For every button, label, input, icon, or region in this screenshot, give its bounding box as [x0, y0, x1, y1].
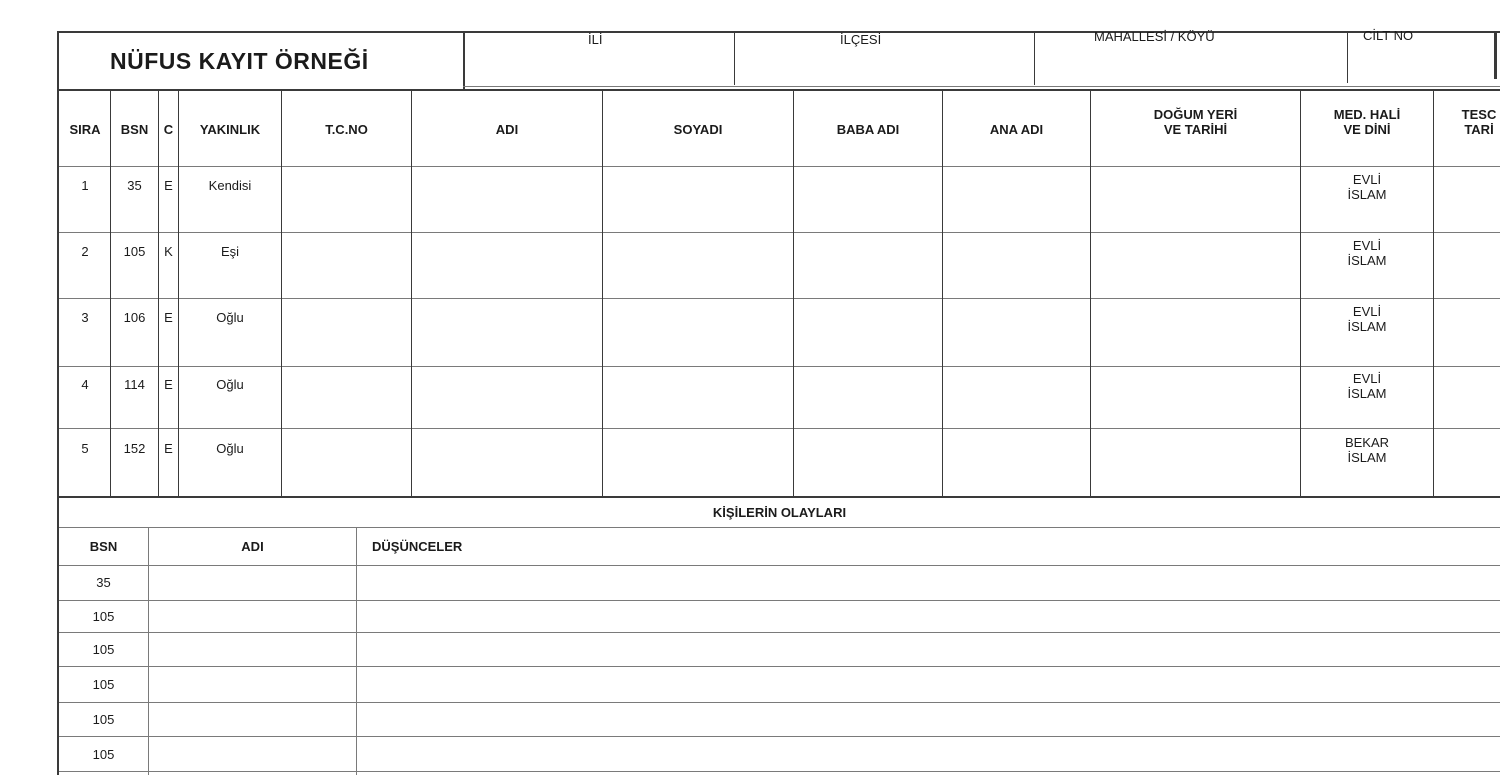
- row-5-bsn: 152: [123, 441, 146, 456]
- col-header-soyadi: SOYADI: [673, 122, 723, 137]
- row-5-yakinlik: Oğlu: [216, 441, 244, 456]
- field-label-cilt-no: CİLT NO: [1363, 28, 1414, 43]
- row-4-med-hali: EVLİ İSLAM: [1347, 371, 1387, 401]
- col-header-tescil-tarihi: TESC TARİ: [1461, 107, 1497, 137]
- row-5-cinsiyet: E: [164, 441, 173, 456]
- row-4-bsn: 114: [124, 377, 145, 392]
- field-label-il: İLİ: [588, 32, 603, 47]
- row-3-sira: 3: [81, 310, 89, 325]
- section-title-kisilerin-olaylari: KİŞİLERİN OLAYLARI: [712, 505, 847, 520]
- row-5-med-hali: BEKAR İSLAM: [1344, 435, 1390, 465]
- events-col-header-dusunceler: DÜŞÜNCELER: [372, 539, 463, 554]
- row-3-bsn: 106: [123, 310, 146, 325]
- col-header-baba-adi: BABA ADI: [836, 122, 900, 137]
- events-row-3-bsn: 105: [92, 642, 115, 657]
- events-row-4-bsn: 105: [92, 677, 115, 692]
- row-2-yakinlik: Eşi: [220, 244, 240, 259]
- row-1-cinsiyet: E: [164, 178, 173, 193]
- col-header-dogum-yeri: DOĞUM YERİ VE TARİHİ: [1153, 107, 1238, 137]
- page-title: NÜFUS KAYIT ÖRNEĞİ: [110, 48, 369, 74]
- row-2-cinsiyet: K: [164, 244, 173, 259]
- row-1-bsn: 35: [127, 178, 142, 193]
- col-header-bsn: BSN: [120, 122, 149, 137]
- row-2-bsn: 105: [123, 244, 146, 259]
- col-header-yakinlik: YAKINLIK: [199, 122, 261, 137]
- row-1-yakinlik: Kendisi: [208, 178, 252, 193]
- events-row-6-bsn: 105: [92, 747, 115, 762]
- events-row-1-bsn: 35: [96, 575, 111, 590]
- row-2-sira: 2: [81, 244, 89, 259]
- col-header-c: C: [163, 122, 174, 137]
- events-col-header-bsn: BSN: [89, 539, 118, 554]
- col-header-ana-adi: ANA ADI: [989, 122, 1044, 137]
- events-row-2-bsn: 105: [92, 609, 115, 624]
- events-row-5-bsn: 105: [92, 712, 115, 727]
- row-5-sira: 5: [81, 441, 89, 456]
- row-3-yakinlik: Oğlu: [216, 310, 244, 325]
- field-label-mahalle: MAHALLESİ / KÖYÜ: [1094, 29, 1215, 44]
- row-2-med-hali: EVLİ İSLAM: [1347, 238, 1387, 268]
- row-1-sira: 1: [81, 178, 89, 193]
- col-header-sira: SIRA: [69, 122, 101, 137]
- row-3-cinsiyet: E: [164, 310, 173, 325]
- row-4-cinsiyet: E: [164, 377, 173, 392]
- col-header-adi: ADI: [495, 122, 519, 137]
- col-header-tc-no: T.C.NO: [325, 122, 368, 137]
- row-1-med-hali: EVLİ İSLAM: [1347, 172, 1387, 202]
- field-label-ilce: İLÇESİ: [840, 32, 882, 47]
- row-4-yakinlik: Oğlu: [216, 377, 244, 392]
- events-col-header-adi: ADI: [241, 539, 264, 554]
- row-4-sira: 4: [81, 377, 89, 392]
- row-3-med-hali: EVLİ İSLAM: [1347, 304, 1387, 334]
- col-header-med-hali: MED. HALİ VE DİNİ: [1333, 107, 1401, 137]
